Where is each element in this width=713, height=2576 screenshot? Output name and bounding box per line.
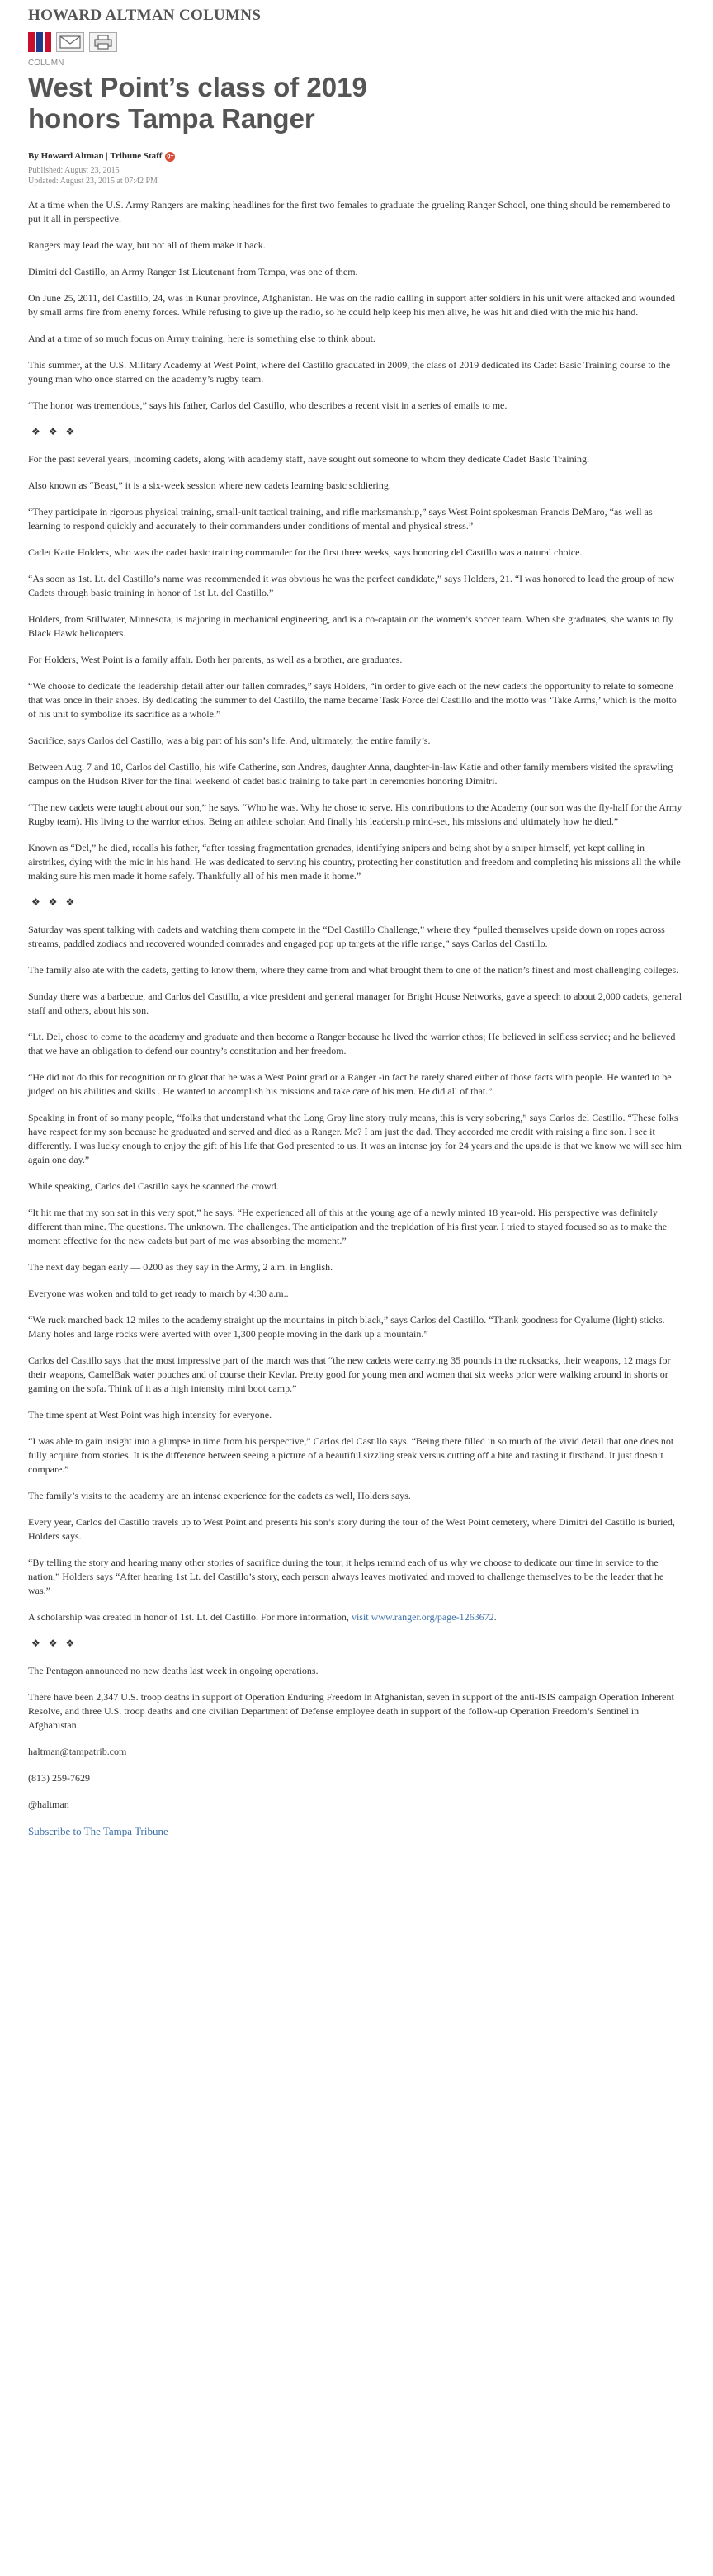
scholarship-paragraph [28, 1610, 685, 1624]
print-icon[interactable] [89, 32, 117, 52]
article-paragraph: Saturday was spent talking with cadets and watching them compete in the “Del Castillo Challenge,” where they “pulled themselves upside down on ropes across streams, paddled zodiacs and recovered wounded comrades and engaged pop up targets at the rifle range,” says Carlos del Castillo. [28, 924, 665, 949]
article-paragraph: The next day began early — 0200 as they say in the Army, 2 a.m. in English. [28, 1261, 333, 1273]
article-paragraph: (813) 259-7629 [28, 1772, 90, 1784]
byline [28, 149, 685, 163]
article-paragraph: For Holders, West Point is a family affair. Both her parents, as well as a brother, are graduates. [28, 654, 403, 665]
article-paragraph: Dimitri del Castillo, an Army Ranger 1st Lieutenant from Tampa, was one of them. [28, 266, 358, 277]
updated-date: Updated: August 23, 2015 at 07:42 PM [28, 177, 158, 186]
article-paragraph: This summer, at the U.S. Military Academy at West Point, where del Castillo graduated in 2009, the class of 2019 dedicated its Cadet Basic Training course to the young man who once starred on the academy’s rugby team. [28, 359, 671, 385]
byline-text: By Howard Altman | Tribune Staff [28, 151, 163, 161]
article-paragraph: “As soon as 1st. Lt. del Castillo’s name was recommended it was obvious he was the perfect candidate,” says Holders, 21. “I was honored to lead the group of new Cadets through basic training in honor of 1st Lt. del Castillo.” [28, 573, 675, 598]
scholarship-text: A scholarship was created in honor of 1st. Lt. del Castillo. For more information, [28, 1611, 349, 1623]
article-paragraph: “He did not do this for recognition or to gloat that he was a West Point grad or a Ranger -in fact he rarely shared either of those facts with people. He wanted to be judged on his abilities and skills . He wanted to accomplish his missions and take care of his men. He did all of that.” [28, 1071, 672, 1097]
article-paragraph: There have been 2,347 U.S. troop deaths in support of Operation Enduring Freedom in Afghanistan, seven in support of the anti-ISIS campaign Operation Inherent Resolve, and three U.S. troop deaths and one civilian Department of Defense employee death in support of the follow-up Operation Freedom’s Sentinel in Afghanistan. [28, 1691, 674, 1731]
section-title: HOWARD ALTMAN COLUMNS [28, 7, 262, 24]
article-paragraph: At a time when the U.S. Army Rangers are making headlines for the first two females to graduate the grueling Ranger School, one thing should be remembered to put it all in perspective. [28, 199, 671, 225]
section-divider-2: ❖❖❖ [31, 896, 83, 908]
scholarship-link[interactable]: visit www.ranger.org/page-1263672 [351, 1611, 494, 1623]
section-divider-3: ❖❖❖ [31, 1638, 83, 1649]
article-paragraph: haltman@tampatrib.com [28, 1746, 127, 1757]
dates [28, 165, 685, 187]
article-paragraph: Known as “Del,” he died, recalls his father, “after tossing fragmentation grenades, identifying snipers and being shot by a sniper himself, yet kept calling in airstrikes, dying with the mic in his hand. He was dedicated to serving his country, protecting her constitution and freedom and completing his missions all the while making sure his men made it home safely. Thankfully all of his men made it home.” [28, 842, 681, 882]
subscribe-link-text[interactable]: Subscribe to The Tampa Tribune [28, 1825, 168, 1837]
article-paragraph: Holders, from Stillwater, Minnesota, is majoring in mechanical engineering, and is a co-captain on the women’s soccer team. When she graduates, she wants to fly Black Hawk helicopters. [28, 613, 673, 639]
article-paragraph: “We ruck marched back 12 miles to the academy straight up the mountains in pitch black,” says Carlos del Castillo. “Thank goodness for Cyalume (light) sticks. Many holes and large rocks were averted with over 1,300 people moving in the dark up a mountain.” [28, 1314, 665, 1340]
article-paragraph: “We choose to dedicate the leadership detail after our fallen comrades,” says Holders, “in order to give each of the new cadets the opportunity to relate to someone that was once in their shoes. By dedicating the summer to del Castillo, the name became Task Force del Castillo and the motto was ‘Take Arms,’ which is the motto of his unit to symbolize its sacrifice as a whole.” [28, 680, 677, 720]
article-paragraph: Carlos del Castillo says that the most impressive part of the march was that “the new cadets were carrying 35 pounds in the rucksacks, their weapons, 12 mags for their weapons, CamelBak water pouches and of course their Kevlar. Pretty good for young men and women that six weeks prior were walking around in shorts or gaming on the sofa. Think of it as a high intensity mini boot camp.” [28, 1354, 671, 1394]
section-divider-1: ❖❖❖ [31, 426, 83, 437]
headline: West Point’s class of 2019 honors Tampa Ranger [28, 72, 367, 134]
article-paragraph: And at a time of so much focus on Army training, here is something else to think about. [28, 333, 375, 344]
article-paragraph: The family also ate with the cadets, getting to know them, where they came from and what brought them to one of the nation’s finest and most challenging colleges. [28, 964, 679, 976]
article-paragraph: Everyone was woken and told to get ready to march by 4:30 a.m.. [28, 1288, 289, 1299]
flag-icon[interactable] [28, 32, 51, 52]
paragraph-group-a [28, 198, 685, 413]
paragraph-group-d [28, 1664, 685, 1812]
article-paragraph: “The new cadets were taught about our son,” he says. “Who he was. Why he chose to serve. His contributions to the Academy (our son was the fly-half for the Army Rugby team). His living to the warrior ethos. Being an athlete scholar. And finally his leadership mind-set, his missions and ultimately how he died.” [28, 801, 682, 827]
share-bar [28, 31, 685, 53]
article-paragraph: Sacrifice, says Carlos del Castillo, was a big part of his son’s life. And, ultimately, the entire family’s. [28, 735, 431, 746]
article-paragraph: While speaking, Carlos del Castillo says he scanned the crowd. [28, 1180, 279, 1192]
article-paragraph: “It hit me that my son sat in this very spot,” he says. “He experienced all of this at the young age of a newly minted 18 year-old. His perspective was definitely different than mine. The questions. The unknown. The challenges. The anticipation and the trepidation of his first year. I tried to stayed focused so as to make the moment effective for the new cadets but part of me was absorbing the moment.” [28, 1207, 668, 1246]
article-paragraph: “By telling the story and hearing many other stories of sacrifice during the tour, it helps remind each of us why we choose to dedicate our time in service to the nation,” Holders says “After hearing 1st Lt. del Castillo’s story, each person always leaves motivated and moved to challenge themselves to be the leader that he was.” [28, 1557, 664, 1596]
article-paragraph: “I was able to gain insight into a glimpse in time from his perspective,” Carlos del Castillo says. “Being there filled in so much of the vivid detail that one does not fully acquire from stories. It is the difference between seeing a picture of a beautiful sizzling steak versus cutting off a bite and tasting it firsthand. It just doesn’t compare.” [28, 1435, 674, 1475]
article-paragraph: Between Aug. 7 and 10, Carlos del Castillo, his wife Catherine, son Andres, daughter Anna, daughter-in-law Katie and other family members visited the sprawling campus on the Hudson River for the final weekend of cadet basic training to take part in ceremonies honoring Dimitri. [28, 761, 673, 787]
article-paragraph: For the past several years, incoming cadets, along with academy staff, have sought out someone to whom they dedicate Cadet Basic Training. [28, 453, 589, 465]
paragraph-group-b [28, 452, 685, 883]
paragraph-group-c [28, 923, 685, 1598]
subscribe-link[interactable] [28, 1824, 685, 1838]
published-date: Published: August 23, 2015 [28, 166, 120, 175]
article-paragraph: Sunday there was a barbecue, and Carlos del Castillo, a vice president and general manager for Bright House Networks, gave a speech to about 2,000 cadets, general staff and others, about his son. [28, 990, 682, 1016]
article-paragraph: Cadet Katie Holders, who was the cadet basic training commander for the first three weeks, says honoring del Castillo was a natural choice. [28, 546, 583, 558]
article-paragraph: On June 25, 2011, del Castillo, 24, was in Kunar province, Afghanistan. He was on the radio calling in support after soldiers in his unit were attacked and wounded by small arms fire from enemy forces. While refusing to give up the radio, so he could help keep his men alive, he was hit and died with the mic his hand. [28, 292, 676, 318]
scholarship-end: . [493, 1611, 497, 1623]
article-paragraph: Rangers may lead the way, but not all of them make it back. [28, 239, 266, 251]
article-paragraph: The Pentagon announced no new deaths last week in ongoing operations. [28, 1665, 319, 1676]
article-paragraph: “The honor was tremendous,” says his father, Carlos del Castillo, who describes a recent visit in a series of emails to me. [28, 399, 508, 411]
article-paragraph: Every year, Carlos del Castillo travels up to West Point and presents his son’s story during the tour of the West Point cemetery, where Dimitri del Castillo is buried, Holders says. [28, 1516, 675, 1542]
article-paragraph: Speaking in front of so many people, “folks that understand what the Long Gray line story truly means, this is very sobering,” says Carlos del Castillo. “These folks have respect for my son because he graduated and served and died as a Ranger. Me? I am just the dad. They accorded me credit with raising a fine son. I see it differently. I was lucky enough to enjoy the gift of his life that God presented to us. It was an intense joy for 24 years and the upside is that we know we will see him again one day.” [28, 1112, 682, 1165]
article-body [28, 198, 685, 1838]
article-paragraph: The time spent at West Point was high intensity for everyone. [28, 1409, 272, 1420]
article-paragraph: “They participate in rigorous physical training, small-unit tactical training, and rifle marksmanship,” says West Point spokesman Francis DeMaro, “as well as learning to respond quickly and accurately to their commanders under conditions of mental and physical stress.” [28, 506, 653, 532]
email-share-icon[interactable] [56, 32, 84, 52]
article-paragraph: @haltman [28, 1798, 69, 1810]
article-paragraph: Also known as “Beast,” it is a six-week session where new cadets learning basic soldiering. [28, 480, 391, 491]
article-paragraph: “Lt. Del, chose to come to the academy and graduate and then become a Ranger because he lived the warrior ethos; He believed in selfless service; and he believed that we have an obligation to defend our country’s constitution and her freedom. [28, 1031, 676, 1056]
google-plus-icon[interactable]: g+ [165, 152, 175, 162]
article-paragraph: The family’s visits to the academy are an intense experience for the cadets as well, Holders says. [28, 1490, 411, 1501]
category-label: COLUMN [28, 59, 64, 68]
